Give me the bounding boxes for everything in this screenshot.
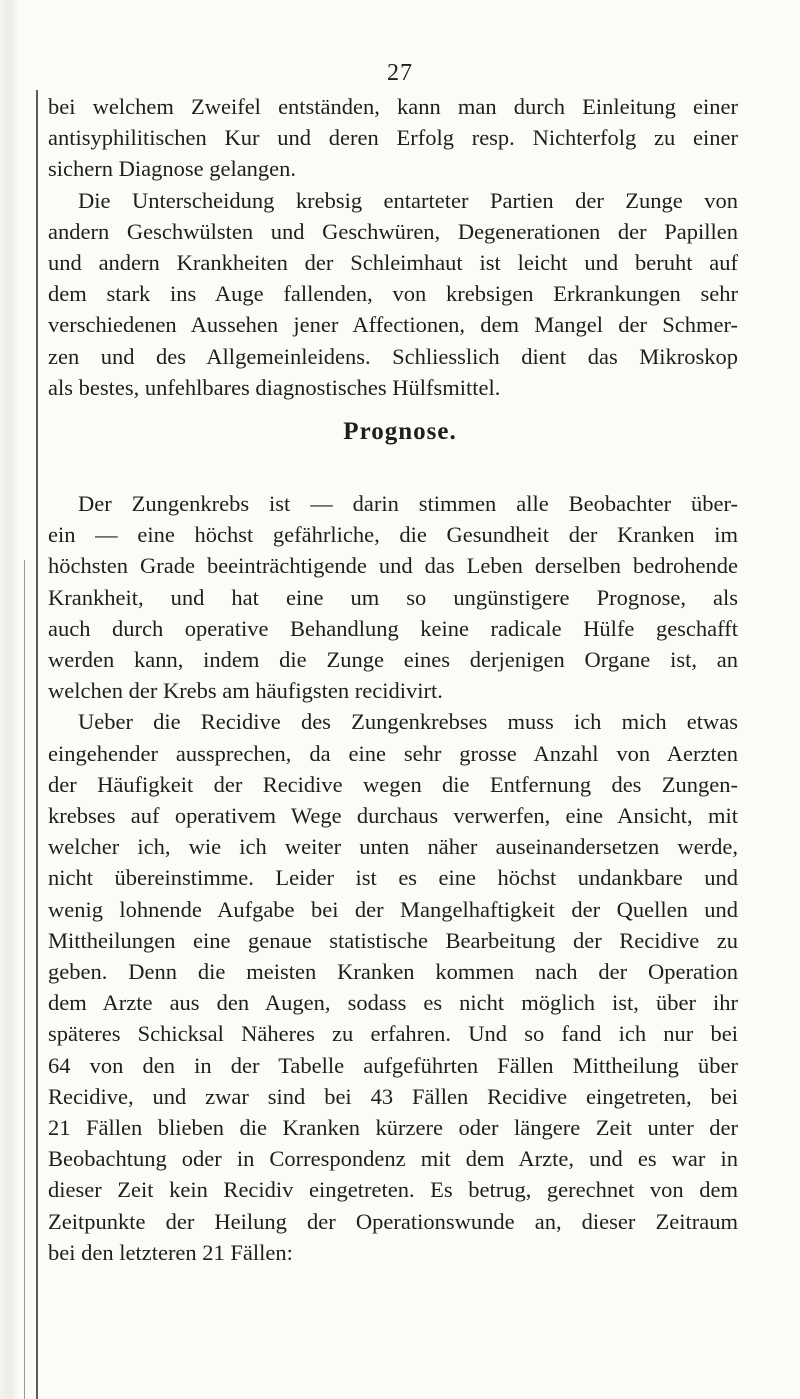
text-line: geben. Denn die meisten Kranken kommen nach der Operation — [48, 959, 738, 985]
binding-edge-shadow — [24, 560, 25, 1399]
text-line: ein — eine höchst gefährliche, die Gesundheit der Kranken im — [48, 522, 738, 548]
paragraph — [48, 706, 738, 1268]
text-line: der Häufigkeit der Recidive wegen die Entfernung des Zungen- — [48, 771, 738, 797]
text-line: eingehender aussprechen, da eine sehr grosse Anzahl von Aerzten — [48, 740, 738, 766]
text-line: dem Arzte aus den Augen, sodass es nicht möglich ist, über ihr — [48, 990, 738, 1016]
text-line: nicht übereinstimme. Leider ist es eine höchst undankbare und — [48, 865, 738, 891]
text-line: krebses auf operativem Wege durchaus verwerfen, eine Ansicht, mit — [48, 803, 738, 829]
text-line: Mittheilungen eine genaue statistische Bearbeitung der Recidive zu — [48, 927, 738, 953]
text-line: und andern Krankheiten der Schleimhaut ist leicht und beruht auf — [48, 250, 738, 276]
text-section-diagnosis — [48, 91, 738, 403]
text-line: Die Unterscheidung krebsig entarteter Partien der Zunge von — [78, 187, 738, 213]
text-line: 64 von den in der Tabelle aufgeführten Fällen Mittheilung über — [48, 1052, 738, 1078]
text-line: welchen der Krebs am häufigsten recidivirt. — [48, 678, 443, 704]
text-line: späteres Schicksal Näheres zu erfahren. Und so fand ich nur bei — [48, 1021, 738, 1047]
text-line: dieser Zeit kein Recidiv eingetreten. Es betrug, gerechnet von dem — [48, 1177, 738, 1203]
text-line: verschiedenen Aussehen jener Affectionen, dem Mangel der Schmer- — [48, 312, 738, 338]
text-line: bei welchem Zweifel entständen, kann man durch Einleitung einer — [48, 94, 738, 119]
text-line: bei den letzteren 21 Fällen: — [48, 1239, 293, 1265]
text-line: Recidive, und zwar sind bei 43 Fällen Recidive eingetreten, bei — [48, 1083, 738, 1109]
text-section-prognosis — [48, 488, 738, 1268]
text-line: antisyphilitischen Kur und deren Erfolg resp. Nichterfolg zu einer — [48, 125, 738, 151]
text-line: Beobachtung oder in Correspondenz mit dem Arzte, und es war in — [48, 1146, 738, 1172]
text-line: werden kann, indem die Zunge eines derjenigen Organe ist, an — [48, 647, 738, 673]
paragraph — [48, 185, 738, 403]
binding-edge-line — [36, 90, 38, 1399]
section-heading: Prognose. — [343, 418, 457, 445]
text-line: zen und des Allgemeinleidens. Schliesslich dient das Mikroskop — [48, 343, 738, 369]
text-line: Krankheit, und hat eine um so ungünstigere Prognose, als — [48, 584, 738, 610]
text-line: andern Geschwülsten und Geschwüren, Degenerationen der Papillen — [48, 218, 738, 244]
text-line: auch durch operative Behandlung keine radicale Hülfe geschafft — [48, 615, 738, 641]
text-line: Zeitpunkte der Heilung der Operationswunde an, dieser Zeitraum — [48, 1208, 738, 1234]
paragraph — [48, 488, 738, 706]
text-line: dem stark ins Auge fallenden, von krebsigen Erkrankungen sehr — [48, 281, 738, 307]
text-line: sichern Diagnose gelangen. — [48, 156, 297, 182]
paragraph — [48, 91, 738, 185]
binding-gutter — [0, 0, 18, 1399]
text-line: 21 Fällen blieben die Kranken kürzere oder längere Zeit unter der — [48, 1115, 738, 1141]
text-line: wenig lohnende Aufgabe bei der Mangelhaftigkeit der Quellen und — [48, 896, 738, 922]
text-line: welcher ich, wie ich weiter unten näher auseinandersetzen werde, — [48, 834, 738, 860]
text-line: als bestes, unfehlbares diagnostisches Hülfsmittel. — [48, 374, 501, 400]
text-line: höchsten Grade beeinträchtigende und das Leben derselben bedrohende — [48, 553, 738, 579]
text-line: Der Zungenkrebs ist — darin stimmen alle Beobachter über- — [78, 491, 738, 516]
page-number: 27 — [387, 60, 413, 86]
text-line: Ueber die Recidive des Zungenkrebses muss ich mich etwas — [78, 709, 738, 735]
